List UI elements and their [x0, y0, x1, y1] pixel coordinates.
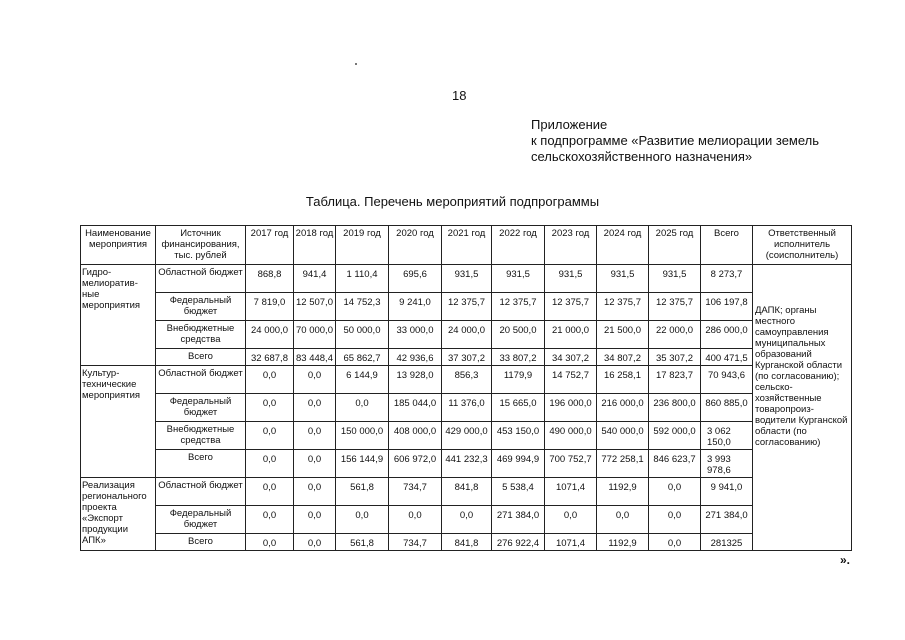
closing-quote-mark: ».: [840, 553, 851, 567]
year-value-cell: 0,0: [336, 394, 389, 422]
header-source: Источник финансирования, тыс. рублей: [156, 226, 246, 265]
total-value-cell: 271 384,0: [701, 506, 753, 534]
measure-name-cell: Гидро-мелиоратив-ные мероприятия: [81, 265, 156, 366]
year-value-cell: 1179,9: [492, 366, 545, 394]
year-value-cell: 0,0: [294, 478, 336, 506]
year-value-cell: 0,0: [246, 534, 294, 551]
header-year-2020: 2020 год: [389, 226, 442, 265]
header-responsible: Ответственный исполнитель (соисполнитель): [753, 226, 852, 265]
year-value-cell: 0,0: [246, 366, 294, 394]
funding-source-cell: Всего: [156, 349, 246, 366]
year-value-cell: 734,7: [389, 478, 442, 506]
year-value-cell: 0,0: [389, 506, 442, 534]
year-value-cell: 931,5: [442, 265, 492, 293]
year-value-cell: 12 375,7: [545, 293, 597, 321]
total-value-cell: 286 000,0: [701, 321, 753, 349]
year-value-cell: 856,3: [442, 366, 492, 394]
appendix-line-1: Приложение: [531, 117, 608, 132]
year-value-cell: 841,8: [442, 478, 492, 506]
year-value-cell: 700 752,7: [545, 450, 597, 478]
year-value-cell: 429 000,0: [442, 422, 492, 450]
year-value-cell: 441 232,3: [442, 450, 492, 478]
year-value-cell: 150 000,0: [336, 422, 389, 450]
year-value-cell: 35 307,2: [649, 349, 701, 366]
year-value-cell: 21 500,0: [597, 321, 649, 349]
year-value-cell: 1192,9: [597, 478, 649, 506]
table-row: [81, 349, 852, 366]
year-value-cell: 695,6: [389, 265, 442, 293]
year-value-cell: 1 110,4: [336, 265, 389, 293]
header-year-2023: 2023 год: [545, 226, 597, 265]
table-row: [81, 265, 852, 293]
measure-name-cell: Культур-технические мероприятия: [81, 366, 156, 478]
year-value-cell: 20 500,0: [492, 321, 545, 349]
year-value-cell: 931,5: [545, 265, 597, 293]
year-value-cell: 0,0: [649, 534, 701, 551]
total-value-cell: 3 062 150,0: [701, 422, 753, 450]
table-header-row: [81, 226, 852, 265]
year-value-cell: 50 000,0: [336, 321, 389, 349]
year-value-cell: 6 144,9: [336, 366, 389, 394]
total-value-cell: 106 197,8: [701, 293, 753, 321]
year-value-cell: 185 044,0: [389, 394, 442, 422]
header-year-2024: 2024 год: [597, 226, 649, 265]
year-value-cell: 11 376,0: [442, 394, 492, 422]
total-value-cell: 70 943,6: [701, 366, 753, 394]
year-value-cell: 490 000,0: [545, 422, 597, 450]
total-value-cell: 9 941,0: [701, 478, 753, 506]
table-row: [81, 422, 852, 450]
year-value-cell: 941,4: [294, 265, 336, 293]
table-row: [81, 534, 852, 551]
header-year-2019: 2019 год: [336, 226, 389, 265]
year-value-cell: 561,8: [336, 534, 389, 551]
year-value-cell: 931,5: [492, 265, 545, 293]
year-value-cell: 931,5: [597, 265, 649, 293]
year-value-cell: 24 000,0: [246, 321, 294, 349]
table-row: [81, 450, 852, 478]
appendix-line-3: сельскохозяйственного назначения»: [531, 149, 753, 164]
year-value-cell: 1071,4: [545, 478, 597, 506]
year-value-cell: 841,8: [442, 534, 492, 551]
year-value-cell: 453 150,0: [492, 422, 545, 450]
year-value-cell: 9 241,0: [389, 293, 442, 321]
year-value-cell: 33 807,2: [492, 349, 545, 366]
header-year-2022: 2022 год: [492, 226, 545, 265]
year-value-cell: 772 258,1: [597, 450, 649, 478]
year-value-cell: 156 144,9: [336, 450, 389, 478]
year-value-cell: 15 665,0: [492, 394, 545, 422]
year-value-cell: 0,0: [294, 534, 336, 551]
year-value-cell: 37 307,2: [442, 349, 492, 366]
table-row: [81, 321, 852, 349]
responsible-executor-cell: ДАПК; органы местного самоуправления муниципальных образований Курганской области (по согласованию); сельско-хозяйственные товаропроиз-водители Курганской области (по согласованию): [753, 265, 852, 551]
year-value-cell: 540 000,0: [597, 422, 649, 450]
year-value-cell: 17 823,7: [649, 366, 701, 394]
year-value-cell: 7 819,0: [246, 293, 294, 321]
table-row: [81, 394, 852, 422]
year-value-cell: 0,0: [246, 506, 294, 534]
year-value-cell: 1192,9: [597, 534, 649, 551]
appendix-heading: [531, 117, 819, 165]
year-value-cell: 0,0: [545, 506, 597, 534]
header-year-2021: 2021 год: [442, 226, 492, 265]
funding-source-cell: Всего: [156, 450, 246, 478]
table-row: [81, 478, 852, 506]
year-value-cell: 5 538,4: [492, 478, 545, 506]
year-value-cell: 21 000,0: [545, 321, 597, 349]
year-value-cell: 0,0: [442, 506, 492, 534]
year-value-cell: 83 448,4: [294, 349, 336, 366]
year-value-cell: 24 000,0: [442, 321, 492, 349]
header-year-2017: 2017 год: [246, 226, 294, 265]
year-value-cell: 14 752,3: [336, 293, 389, 321]
year-value-cell: 12 375,7: [597, 293, 649, 321]
year-value-cell: 469 994,9: [492, 450, 545, 478]
year-value-cell: 42 936,6: [389, 349, 442, 366]
year-value-cell: 12 375,7: [442, 293, 492, 321]
year-value-cell: 32 687,8: [246, 349, 294, 366]
table-body: [81, 265, 852, 551]
year-value-cell: 70 000,0: [294, 321, 336, 349]
measure-name-cell: Реализация регионального проекта «Экспорт продукции АПК»: [81, 478, 156, 551]
table-row: [81, 506, 852, 534]
header-year-2025: 2025 год: [649, 226, 701, 265]
funding-source-cell: Областной бюджет: [156, 265, 246, 293]
year-value-cell: 33 000,0: [389, 321, 442, 349]
year-value-cell: 12 375,7: [492, 293, 545, 321]
year-value-cell: 0,0: [294, 366, 336, 394]
year-value-cell: 12 375,7: [649, 293, 701, 321]
year-value-cell: 14 752,7: [545, 366, 597, 394]
year-value-cell: 22 000,0: [649, 321, 701, 349]
year-value-cell: 561,8: [336, 478, 389, 506]
year-value-cell: 0,0: [294, 506, 336, 534]
year-value-cell: 216 000,0: [597, 394, 649, 422]
header-total: Всего: [701, 226, 753, 265]
year-value-cell: 0,0: [649, 506, 701, 534]
year-value-cell: 0,0: [294, 450, 336, 478]
funding-source-cell: Внебюджетные средства: [156, 422, 246, 450]
page-number: 18: [452, 88, 467, 103]
year-value-cell: 196 000,0: [545, 394, 597, 422]
header-name: Наименование мероприятия: [81, 226, 156, 265]
header-year-2018: 2018 год: [294, 226, 336, 265]
funding-source-cell: Областной бюджет: [156, 366, 246, 394]
year-value-cell: 868,8: [246, 265, 294, 293]
year-value-cell: 408 000,0: [389, 422, 442, 450]
funding-source-cell: Всего: [156, 534, 246, 551]
total-value-cell: 3 993 978,6: [701, 450, 753, 478]
table-row: [81, 293, 852, 321]
funding-source-cell: Областной бюджет: [156, 478, 246, 506]
total-value-cell: 8 273,7: [701, 265, 753, 293]
year-value-cell: 34 307,2: [545, 349, 597, 366]
total-value-cell: 281325: [701, 534, 753, 551]
scan-speck: [355, 63, 357, 65]
year-value-cell: 734,7: [389, 534, 442, 551]
year-value-cell: 271 384,0: [492, 506, 545, 534]
year-value-cell: 846 623,7: [649, 450, 701, 478]
year-value-cell: 65 862,7: [336, 349, 389, 366]
total-value-cell: 860 885,0: [701, 394, 753, 422]
year-value-cell: 0,0: [336, 506, 389, 534]
year-value-cell: 0,0: [246, 422, 294, 450]
appendix-line-2: к подпрограмме «Развитие мелиорации земель: [531, 133, 820, 148]
funding-source-cell: Федеральный бюджет: [156, 506, 246, 534]
year-value-cell: 0,0: [246, 394, 294, 422]
table-row: [81, 366, 852, 394]
year-value-cell: 13 928,0: [389, 366, 442, 394]
total-value-cell: 400 471,5: [701, 349, 753, 366]
year-value-cell: 592 000,0: [649, 422, 701, 450]
year-value-cell: 16 258,1: [597, 366, 649, 394]
year-value-cell: 606 972,0: [389, 450, 442, 478]
year-value-cell: 12 507,0: [294, 293, 336, 321]
funding-source-cell: Федеральный бюджет: [156, 293, 246, 321]
year-value-cell: 0,0: [597, 506, 649, 534]
year-value-cell: 0,0: [294, 394, 336, 422]
year-value-cell: 34 807,2: [597, 349, 649, 366]
year-value-cell: 0,0: [294, 422, 336, 450]
funding-source-cell: Федеральный бюджет: [156, 394, 246, 422]
year-value-cell: 0,0: [246, 478, 294, 506]
year-value-cell: 236 800,0: [649, 394, 701, 422]
table-title: Таблица. Перечень мероприятий подпрограммы: [305, 194, 600, 209]
year-value-cell: 0,0: [649, 478, 701, 506]
year-value-cell: 0,0: [246, 450, 294, 478]
year-value-cell: 276 922,4: [492, 534, 545, 551]
year-value-cell: 931,5: [649, 265, 701, 293]
funding-source-cell: Внебюджетные средства: [156, 321, 246, 349]
year-value-cell: 1071,4: [545, 534, 597, 551]
measures-table: [80, 225, 852, 551]
